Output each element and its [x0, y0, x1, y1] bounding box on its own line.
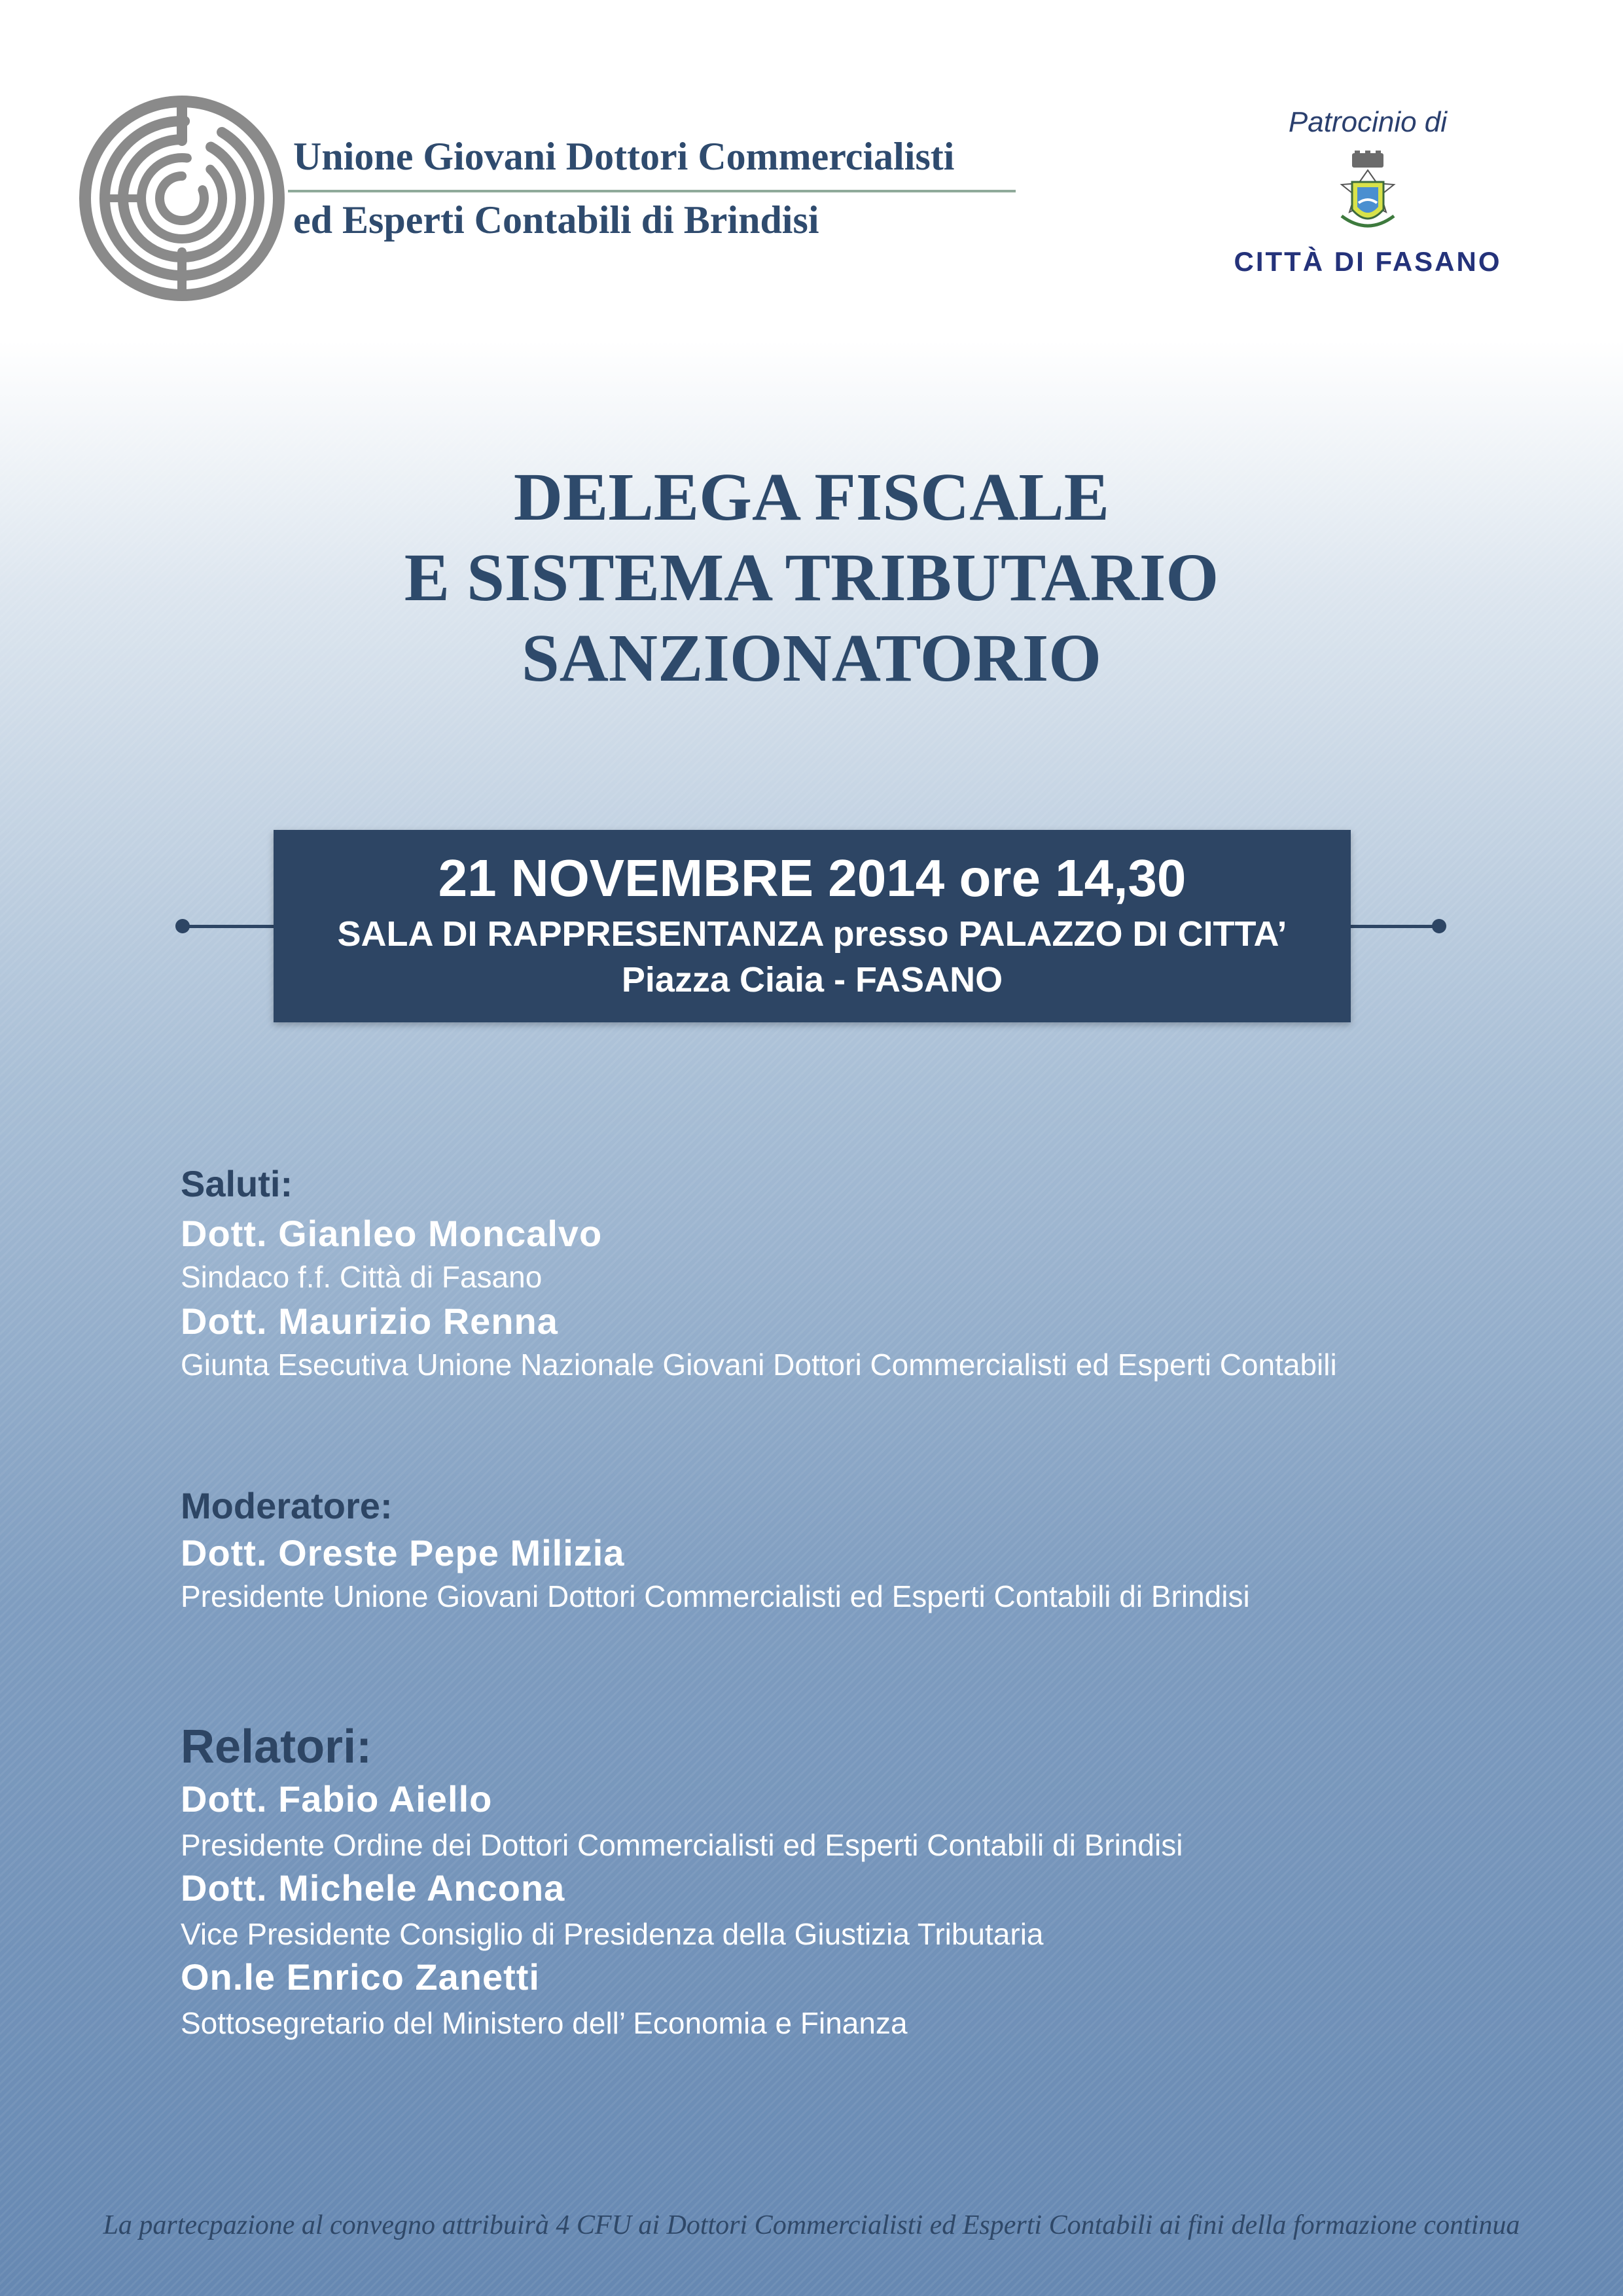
event-title-line3: SANZIONATORIO [521, 620, 1102, 696]
speaker-role: Giunta Esecutiva Unione Nazionale Giovani Dottori Commercialisti ed Esperti Contabili [181, 1348, 1337, 1382]
patronage-label: Patrocinio di [1288, 106, 1448, 138]
right-connector-line [1348, 925, 1440, 928]
city-crest-icon [1329, 151, 1407, 249]
org-name-line1: Unione Giovani Dottori Commercialisti [293, 135, 955, 178]
event-address: Piazza Ciaia - FASANO [621, 960, 1003, 999]
speaker-role: Presidente Ordine dei Dottori Commercialisti ed Esperti Contabili di Brindisi [181, 1828, 1183, 1862]
speaker-name: Dott. Gianleo Moncalvo [181, 1213, 603, 1254]
event-venue: SALA DI RAPPRESENTANZA presso PALAZZO DI CITTA’ [337, 914, 1287, 954]
speaker-name: Dott. Oreste Pepe Milizia [181, 1532, 625, 1573]
event-info-box [274, 830, 1351, 1022]
speaker-name: On.le Enrico Zanetti [181, 1956, 540, 1998]
speaker-role: Sottosegretario del Ministero dell’ Economia e Finanza [181, 2006, 908, 2040]
labyrinth-logo-icon [77, 88, 287, 304]
left-connector-line [183, 925, 275, 928]
moderator-heading: Moderatore: [181, 1485, 393, 1526]
speaker-name: Dott. Michele Ancona [181, 1867, 565, 1909]
right-connector-dot [1432, 919, 1446, 933]
event-date-time: 21 NOVEMBRE 2014 ore 14,30 [438, 849, 1186, 907]
speaker-role: Sindaco f.f. Città di Fasano [181, 1260, 543, 1294]
event-title-line1: DELEGA FISCALE [513, 459, 1110, 535]
speaker-role: Presidente Unione Giovani Dottori Commercialisti ed Esperti Contabili di Brindisi [181, 1579, 1250, 1613]
org-name-line2: ed Esperti Contabili di Brindisi [293, 198, 819, 242]
footer-note: La partecpazione al convegno attribuirà 4 CFU ai Dottori Commercialisti ed Esperti Contabili ai fini della formazione continua [103, 2210, 1520, 2240]
org-divider [288, 190, 1016, 192]
event-title-line2: E SISTEMA TRIBUTARIO [404, 540, 1219, 615]
speakers-heading: Relatori: [181, 1721, 372, 1773]
speaker-role: Vice Presidente Consiglio di Presidenza della Giustizia Tributaria [181, 1917, 1044, 1951]
greetings-heading: Saluti: [181, 1163, 293, 1204]
city-name: CITTÀ DI FASANO [1234, 246, 1502, 277]
speaker-name: Dott. Maurizio Renna [181, 1300, 558, 1342]
speaker-name: Dott. Fabio Aiello [181, 1778, 493, 1820]
